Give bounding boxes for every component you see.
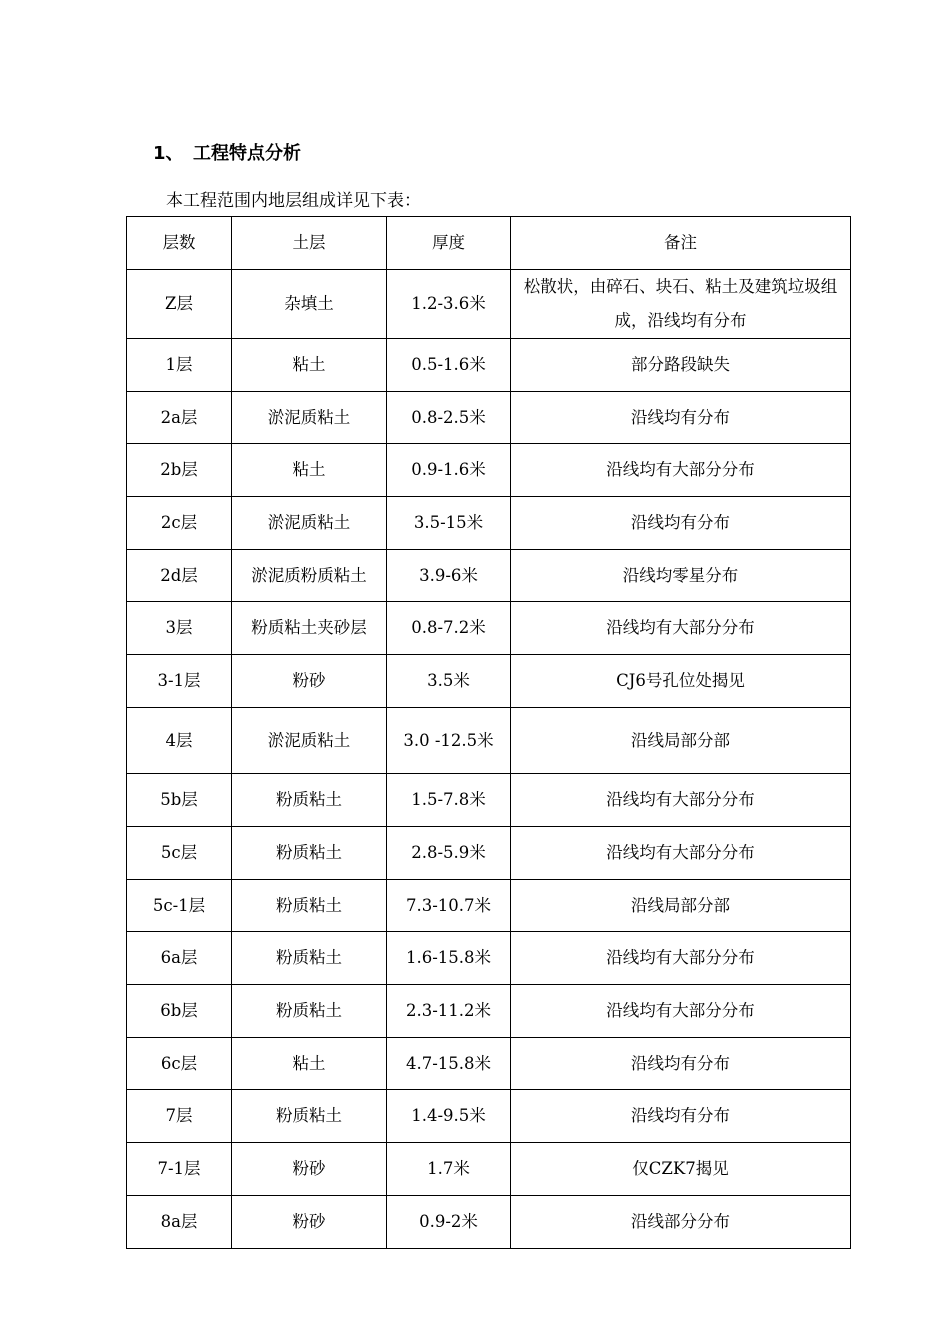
- section-heading: [153, 139, 301, 165]
- cell-remarks: CJ6号孔位处揭见: [511, 655, 851, 708]
- cell-layer-number: 5b层: [127, 774, 232, 827]
- cell-thickness: 3.5-15米: [387, 497, 511, 550]
- cell-thickness: 3.9-6米: [387, 550, 511, 602]
- cell-remarks: 沿线部分分布: [511, 1196, 851, 1249]
- cell-soil-layer: 粉质粘土: [232, 880, 387, 932]
- header-layer-number: 层数: [127, 217, 232, 270]
- cell-thickness: 3.5米: [387, 655, 511, 708]
- table-row: [127, 497, 851, 550]
- cell-soil-layer: 粉砂: [232, 655, 387, 708]
- cell-soil-layer: 杂填土: [232, 270, 387, 339]
- table-row: [127, 774, 851, 827]
- cell-soil-layer: 粉质粘土: [232, 985, 387, 1038]
- cell-thickness: 1.4-9.5米: [387, 1090, 511, 1143]
- cell-soil-layer: 粘土: [232, 1038, 387, 1090]
- cell-soil-layer: 粉质粘土: [232, 774, 387, 827]
- cell-soil-layer: 淤泥质粘土: [232, 497, 387, 550]
- table-row: [127, 1038, 851, 1090]
- intro-text: 本工程范围内地层组成详见下表：: [166, 191, 421, 211]
- cell-remarks: 沿线均有大部分分布: [511, 602, 851, 655]
- cell-soil-layer: 粘土: [232, 339, 387, 392]
- cell-thickness: 0.5-1.6米: [387, 339, 511, 392]
- section-number: 1、: [153, 143, 184, 164]
- table-row: [127, 880, 851, 932]
- cell-layer-number: Z层: [127, 270, 232, 339]
- cell-remarks: 沿线均零星分布: [511, 550, 851, 602]
- cell-thickness: 3.0 -12.5米: [387, 708, 511, 774]
- cell-remarks: 沿线均有大部分分布: [511, 774, 851, 827]
- cell-remarks: 沿线均有分布: [511, 1038, 851, 1090]
- cell-thickness: 0.8-7.2米: [387, 602, 511, 655]
- cell-layer-number: 2c层: [127, 497, 232, 550]
- cell-remarks: 仅CZK7揭见: [511, 1143, 851, 1196]
- cell-remarks: 沿线局部分部: [511, 880, 851, 932]
- cell-layer-number: 2b层: [127, 444, 232, 497]
- cell-soil-layer: 粉质粘土夹砂层: [232, 602, 387, 655]
- table-row: [127, 550, 851, 602]
- table-row: [127, 392, 851, 444]
- cell-thickness: 0.9-1.6米: [387, 444, 511, 497]
- cell-remarks: 松散状，由碎石、块石、粘土及建筑垃圾组成，沿线均有分布: [511, 270, 851, 339]
- cell-layer-number: 6a层: [127, 932, 232, 985]
- header-remarks: 备注: [511, 217, 851, 270]
- cell-soil-layer: 粉砂: [232, 1143, 387, 1196]
- cell-remarks: 沿线均有大部分分布: [511, 932, 851, 985]
- cell-remarks: 沿线均有分布: [511, 497, 851, 550]
- cell-soil-layer: 淤泥质粘土: [232, 708, 387, 774]
- table-row: [127, 1143, 851, 1196]
- cell-layer-number: 5c-1层: [127, 880, 232, 932]
- cell-thickness: 1.6-15.8米: [387, 932, 511, 985]
- cell-thickness: 1.5-7.8米: [387, 774, 511, 827]
- cell-thickness: 1.2-3.6米: [387, 270, 511, 339]
- section-title: 工程特点分析: [193, 143, 301, 164]
- table-row: [127, 339, 851, 392]
- cell-layer-number: 8a层: [127, 1196, 232, 1249]
- cell-layer-number: 4层: [127, 708, 232, 774]
- cell-layer-number: 5c层: [127, 827, 232, 880]
- cell-layer-number: 1层: [127, 339, 232, 392]
- cell-thickness: 2.3-11.2米: [387, 985, 511, 1038]
- table-row: [127, 1196, 851, 1249]
- cell-layer-number: 7层: [127, 1090, 232, 1143]
- cell-remarks: 沿线均有大部分分布: [511, 985, 851, 1038]
- table-row: [127, 655, 851, 708]
- cell-soil-layer: 粉质粘土: [232, 932, 387, 985]
- cell-layer-number: 2d层: [127, 550, 232, 602]
- cell-soil-layer: 粉质粘土: [232, 827, 387, 880]
- cell-layer-number: 6b层: [127, 985, 232, 1038]
- table-row: [127, 827, 851, 880]
- cell-remarks: 沿线均有分布: [511, 1090, 851, 1143]
- cell-soil-layer: 粉质粘土: [232, 1090, 387, 1143]
- cell-thickness: 0.9-2米: [387, 1196, 511, 1249]
- table-body: [127, 270, 851, 1249]
- table-row: [127, 270, 851, 339]
- table-row: [127, 932, 851, 985]
- cell-remarks: 沿线局部分部: [511, 708, 851, 774]
- cell-remarks: 沿线均有大部分分布: [511, 827, 851, 880]
- cell-thickness: 7.3-10.7米: [387, 880, 511, 932]
- header-soil-layer: 土层: [232, 217, 387, 270]
- table-row: [127, 985, 851, 1038]
- cell-thickness: 2.8-5.9米: [387, 827, 511, 880]
- cell-layer-number: 7-1层: [127, 1143, 232, 1196]
- table-row: [127, 444, 851, 497]
- cell-thickness: 4.7-15.8米: [387, 1038, 511, 1090]
- cell-thickness: 1.7米: [387, 1143, 511, 1196]
- header-thickness: 厚度: [387, 217, 511, 270]
- cell-layer-number: 6c层: [127, 1038, 232, 1090]
- cell-remarks: 沿线均有分布: [511, 392, 851, 444]
- cell-remarks: 沿线均有大部分分布: [511, 444, 851, 497]
- cell-soil-layer: 粉砂: [232, 1196, 387, 1249]
- cell-soil-layer: 粘土: [232, 444, 387, 497]
- cell-layer-number: 3-1层: [127, 655, 232, 708]
- table-header-row: [127, 217, 851, 270]
- soil-layer-table: [126, 216, 851, 1249]
- cell-remarks: 部分路段缺失: [511, 339, 851, 392]
- cell-layer-number: 3层: [127, 602, 232, 655]
- cell-thickness: 0.8-2.5米: [387, 392, 511, 444]
- table-row: [127, 602, 851, 655]
- cell-layer-number: 2a层: [127, 392, 232, 444]
- table-row: [127, 708, 851, 774]
- table-row: [127, 1090, 851, 1143]
- cell-soil-layer: 淤泥质粘土: [232, 392, 387, 444]
- cell-soil-layer: 淤泥质粉质粘土: [232, 550, 387, 602]
